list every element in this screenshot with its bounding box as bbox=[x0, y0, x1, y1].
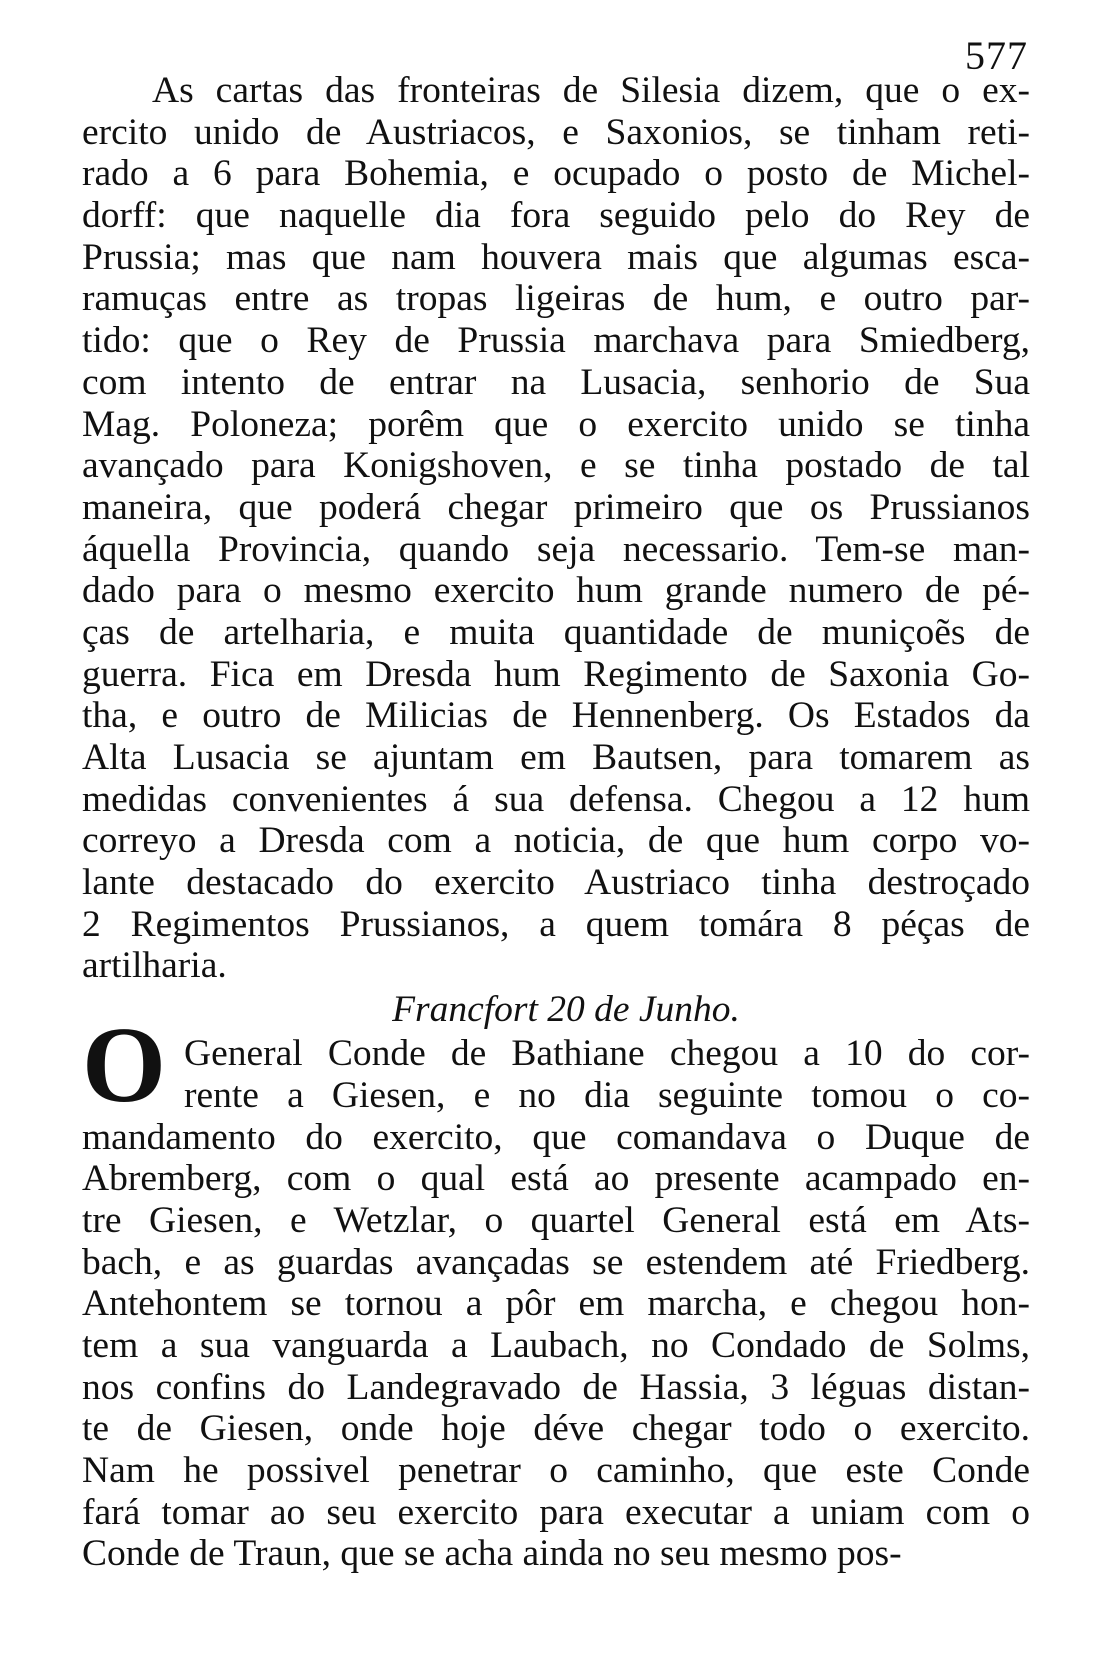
text-line: maneira, que poderá chegar primeiro que os Prussianos bbox=[82, 486, 1030, 528]
text-line: tha, e outro de Milicias de Hennenberg. Os Estados da bbox=[82, 695, 1030, 737]
page-number: 577 bbox=[965, 33, 1028, 78]
text-line: ramuças entre as tropas ligeiras de hum, e outro par- bbox=[82, 278, 1030, 320]
paragraph-2 bbox=[82, 1033, 1030, 1575]
text-line: Alta Lusacia se ajuntam em Bautsen, para tomarem as bbox=[82, 737, 1030, 778]
text-line: ças de artelharia, e muita quantidade de muniçoẽs de bbox=[82, 611, 1030, 653]
text-line: ercito unido de Austriacos, e Saxonios, se tinham reti- bbox=[82, 111, 1030, 153]
text-line: tre Giesen, e Wetzlar, o quartel General está em Ats- bbox=[82, 1199, 1030, 1241]
article-body bbox=[82, 70, 1030, 1575]
drop-cap-letter: O bbox=[82, 1006, 167, 1125]
text-line: guerra. Fica em Dresda hum Regimento de Saxonia Go- bbox=[82, 653, 1030, 695]
text-line: Nam he possivel penetrar o caminho, que este Conde bbox=[82, 1450, 1030, 1491]
text-line: tem a sua vanguarda a Laubach, no Condado de Solms, bbox=[82, 1324, 1030, 1366]
text-line: Abremberg, com o qual está ao presente acampado en- bbox=[82, 1158, 1030, 1200]
text-line: As cartas das fronteiras de Silesia dizem, que o ex- bbox=[152, 70, 1030, 111]
text-line: bach, e as guardas avançadas se estendem até Friedberg. bbox=[82, 1241, 1030, 1283]
text-line: medidas convenientes á sua defensa. Chegou a 12 hum bbox=[82, 778, 1030, 820]
text-line: Conde de Traun, que se acha ainda no seu mesmo pos- bbox=[82, 1533, 902, 1575]
text-line: Mag. Poloneza; porêm que o exercito unido se tinha bbox=[82, 403, 1030, 445]
text-line: avançado para Konigshoven, e se tinha postado de tal bbox=[82, 445, 1030, 487]
text-line: dorff: que naquelle dia fora seguido pelo do Rey de bbox=[82, 195, 1030, 237]
text-line: 2 Regimentos Prussianos, a quem tomára 8 péças de bbox=[82, 903, 1030, 945]
text-line: rado a 6 para Bohemia, e ocupado o posto de Michel- bbox=[82, 153, 1030, 195]
text-line: lante destacado do exercito Austriaco tinha destroçado bbox=[82, 862, 1030, 904]
text-line: artilharia. bbox=[82, 945, 227, 987]
text-line: Prussia; mas que nam houvera mais que algumas esca- bbox=[82, 236, 1030, 278]
text-line: Antehontem se tornou a pôr em marcha, e chegou hon- bbox=[82, 1283, 1030, 1325]
text-line: nos confins do Landegravado de Hassia, 3 léguas distan- bbox=[82, 1366, 1030, 1408]
text-line: áquella Provincia, quando seja necessario. Tem-se man- bbox=[82, 528, 1030, 570]
text-line: General Conde de Bathiane chegou a 10 do cor- bbox=[184, 1033, 1030, 1075]
text-line: tido: que o Rey de Prussia marchava para Smiedberg, bbox=[82, 320, 1030, 362]
paragraph-1 bbox=[82, 70, 1030, 987]
dateline-heading: Francfort 20 de Junho. bbox=[392, 989, 740, 1031]
text-line: rente a Giesen, e no dia seguinte tomou o co- bbox=[184, 1074, 1030, 1116]
text-line: te de Giesen, onde hoje déve chegar todo o exercito. bbox=[82, 1408, 1030, 1450]
text-line: com intento de entrar na Lusacia, senhorio de Sua bbox=[82, 361, 1030, 403]
text-line: correyo a Dresda com a noticia, de que hum corpo vo- bbox=[82, 820, 1030, 862]
text-line: fará tomar ao seu exercito para executar a uniam com o bbox=[82, 1491, 1030, 1533]
text-line: dado para o mesmo exercito hum grande numero de pé- bbox=[82, 570, 1030, 612]
text-line: mandamento do exercito, que comandava o Duque de bbox=[82, 1116, 1030, 1158]
